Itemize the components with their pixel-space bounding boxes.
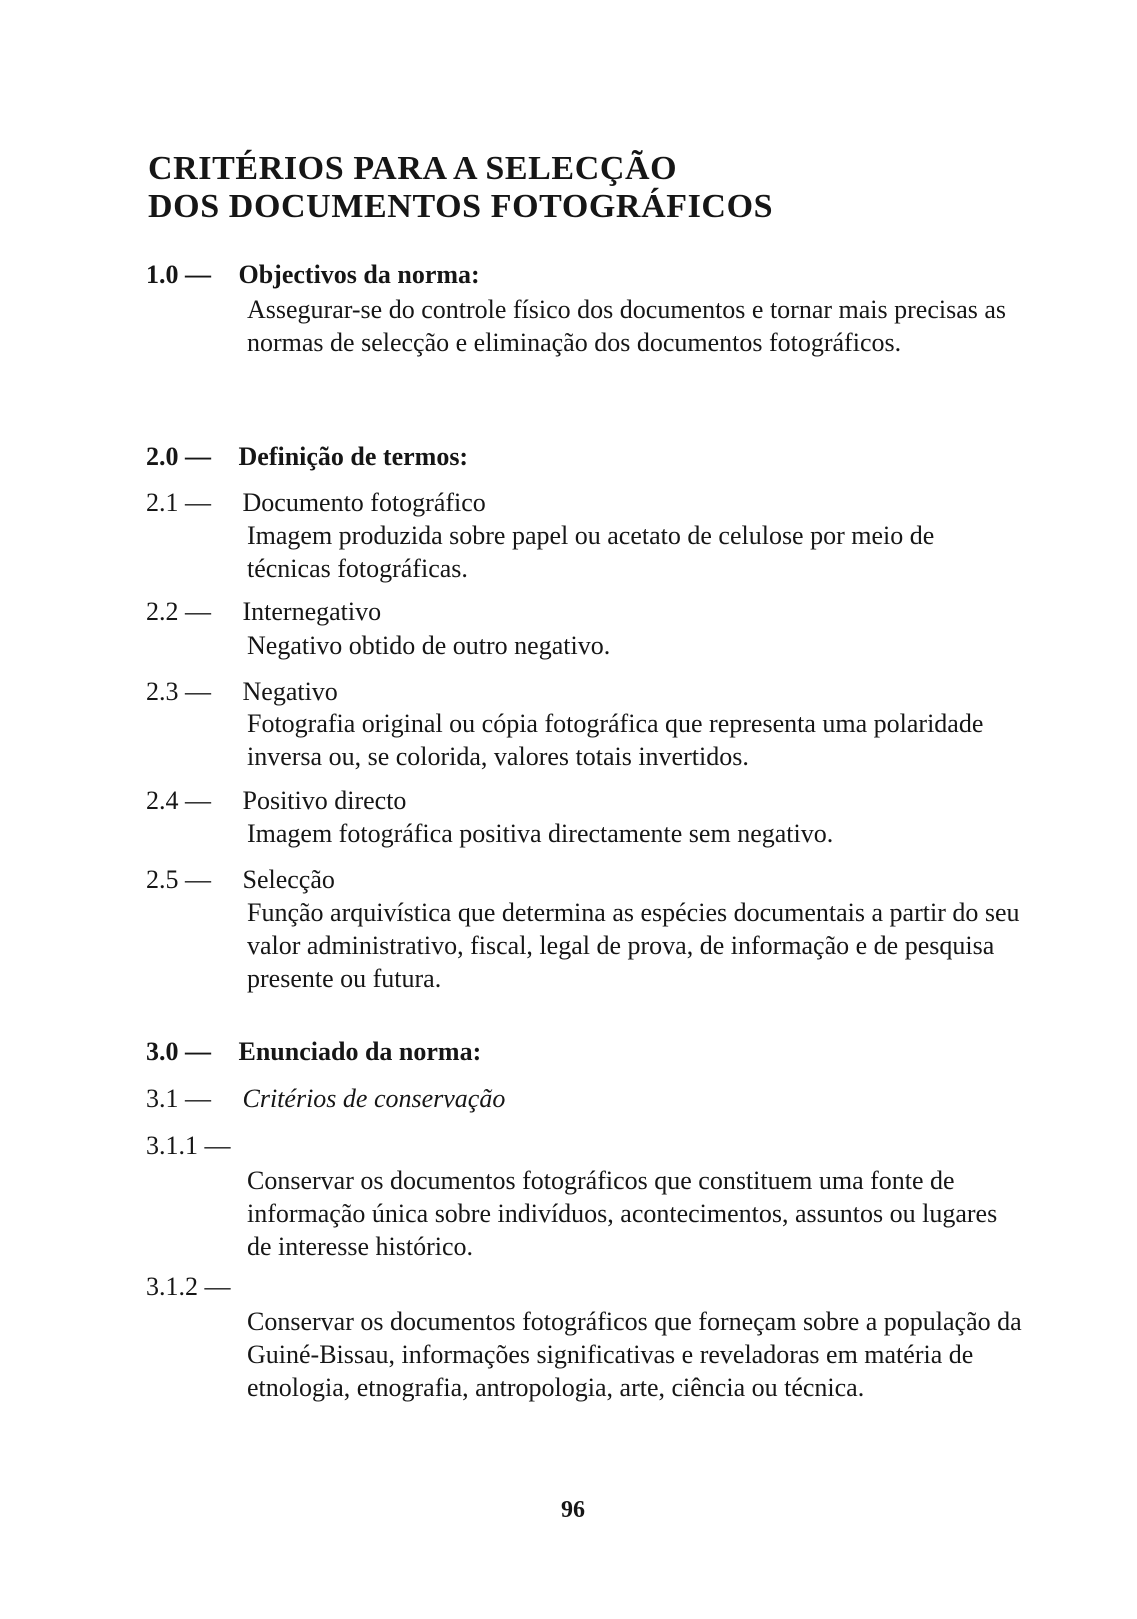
definition-term: Positivo directo xyxy=(242,786,407,815)
criterion-text-3-1-1: Conservar os documentos fotográficos que constituem uma fonte de informação única sobre indivíduos, acontecimentos, assuntos ou lugares de interesse histórico. xyxy=(247,1166,998,1261)
section-3-heading xyxy=(146,1037,481,1067)
definition-term: Internegativo xyxy=(242,597,382,626)
section-1-label: Objectivos da norma: xyxy=(238,260,480,289)
definition-number: 2.1 — xyxy=(146,488,211,517)
definition-term-2-2 xyxy=(146,597,381,627)
definition-text-2-5: Função arquivística que determina as espécies documentais a partir do seu valor administrativo, fiscal, legal de prova, de informação e de pesquisa presente ou futura. xyxy=(247,898,1020,993)
definition-text-2-2: Negativo obtido de outro negativo. xyxy=(247,631,611,660)
criterion-number-3-1-1: 3.1.1 — xyxy=(146,1131,231,1160)
definition-term: Negativo xyxy=(242,677,338,706)
page-number: 96 xyxy=(561,1497,585,1523)
definition-text-2-4: Imagem fotográfica positiva directamente sem negativo. xyxy=(247,819,834,848)
subsection-label: Critérios de conservação xyxy=(242,1084,506,1113)
criterion-text-3-1-2: Conservar os documentos fotográficos que forneçam sobre a população da Guiné-Bissau, informações significativas e reveladoras em matéria de etnologia, etnografia, antropologia, arte, ciência ou técnica. xyxy=(247,1307,1022,1402)
page-title-line-1: CRITÉRIOS PARA A SELECÇÃO xyxy=(148,150,678,187)
definition-number: 2.4 — xyxy=(146,786,211,815)
section-2-number: 2.0 — xyxy=(146,442,211,471)
definition-text-2-3: Fotografia original ou cópia fotográfica que representa uma polaridade inversa ou, se colorida, valores totais invertidos. xyxy=(247,709,984,771)
definition-term-2-5 xyxy=(146,865,335,895)
section-1-heading xyxy=(146,260,480,290)
definition-term-2-4 xyxy=(146,786,406,816)
section-2-heading xyxy=(146,442,468,472)
definition-term: Documento fotográfico xyxy=(242,488,486,517)
definition-term: Selecção xyxy=(242,865,335,894)
subsection-number: 3.1 — xyxy=(146,1084,211,1113)
definition-number: 2.3 — xyxy=(146,677,211,706)
page-title-line-2: DOS DOCUMENTOS FOTOGRÁFICOS xyxy=(148,188,774,225)
definition-text-2-1: Imagem produzida sobre papel ou acetato de celulose por meio de técnicas fotográficas. xyxy=(247,521,935,583)
definition-term-2-1 xyxy=(146,488,486,518)
definition-term-2-3 xyxy=(146,677,338,707)
section-1-text: Assegurar-se do controle físico dos documentos e tornar mais precisas as normas de selecção e eliminação dos documentos fotográficos. xyxy=(247,295,1007,357)
page-title xyxy=(148,150,908,226)
section-3-label: Enunciado da norma: xyxy=(238,1037,482,1066)
section-2-label: Definição de termos: xyxy=(238,442,469,471)
definition-number: 2.5 — xyxy=(146,865,211,894)
section-1-number: 1.0 — xyxy=(146,260,211,289)
criterion-number-3-1-2: 3.1.2 — xyxy=(146,1272,231,1301)
section-3-number: 3.0 — xyxy=(146,1037,211,1066)
subsection-3-1 xyxy=(146,1084,505,1114)
definition-number: 2.2 — xyxy=(146,597,211,626)
